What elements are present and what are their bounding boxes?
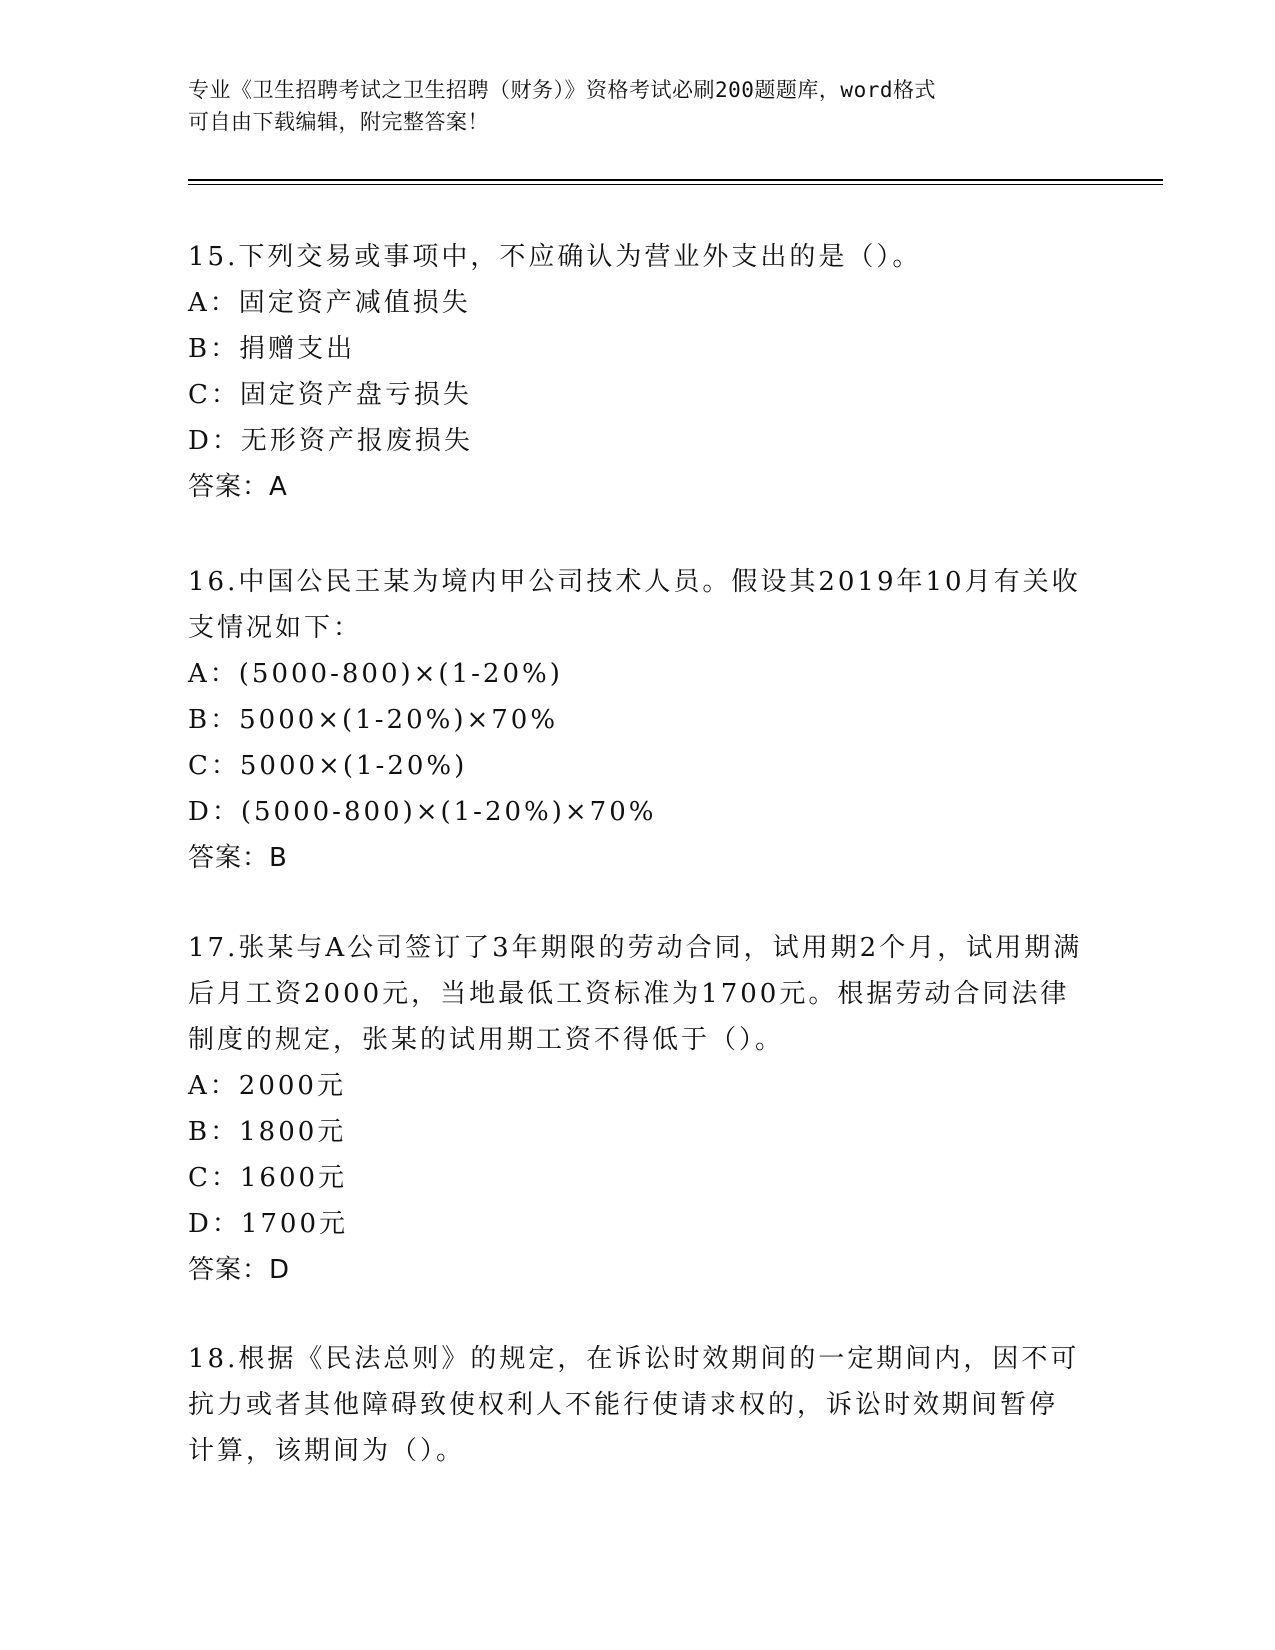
option-b: B：捐赠支出 — [188, 334, 356, 364]
question-stem: 17.张某与A公司签订了3年期限的劳动合同，试用期2个月，试用期满后月工资2000元，当地最低工资标准为1700元。根据劳动合同法律制度的规定，张某的试用期工资不得低于（）。 — [188, 933, 1083, 1055]
question-stem: 16.中国公民王某为境内甲公司技术人员。假设其2019年10月有关收支情况如下： — [188, 567, 1081, 643]
option-d: D：1700元 — [188, 1209, 349, 1239]
header-line-2: 可自由下载编辑，附完整答案！ — [188, 110, 489, 134]
header-divider-thin — [188, 184, 1163, 185]
option-b: B：5000×(1-20%)×70% — [188, 705, 559, 735]
question-16 — [188, 559, 1088, 881]
document-header — [188, 74, 1068, 138]
option-a: A：2000元 — [188, 1071, 346, 1101]
option-d: D：无形资产报废损失 — [188, 426, 473, 456]
option-c: C：固定资产盘亏损失 — [188, 380, 472, 410]
question-18 — [188, 1336, 1088, 1474]
question-15 — [188, 234, 1088, 510]
option-c: C：1600元 — [188, 1163, 348, 1193]
answer-line: 答案：A — [188, 472, 288, 502]
header-line-1: 专业《卫生招聘考试之卫生招聘（财务）》资格考试必刷200题题库，word格式 — [188, 78, 936, 102]
question-17 — [188, 925, 1088, 1293]
question-stem: 15.下列交易或事项中，不应确认为营业外支出的是（）。 — [188, 242, 922, 272]
answer-line: 答案：D — [188, 1255, 291, 1285]
answer-line: 答案：B — [188, 843, 288, 873]
header-divider-thick — [188, 179, 1163, 181]
question-stem: 18.根据《民法总则》的规定，在诉讼时效期间的一定期间内，因不可抗力或者其他障碍致使权利人不能行使请求权的，诉讼时效期间暂停计算，该期间为（）。 — [188, 1344, 1080, 1466]
option-a: A：固定资产减值损失 — [188, 288, 471, 318]
option-d: D：(5000-800)×(1-20%)×70% — [188, 797, 657, 827]
option-a: A：(5000-800)×(1-20%) — [188, 659, 563, 689]
option-c: C：5000×(1-20%) — [188, 751, 468, 781]
option-b: B：1800元 — [188, 1117, 347, 1147]
